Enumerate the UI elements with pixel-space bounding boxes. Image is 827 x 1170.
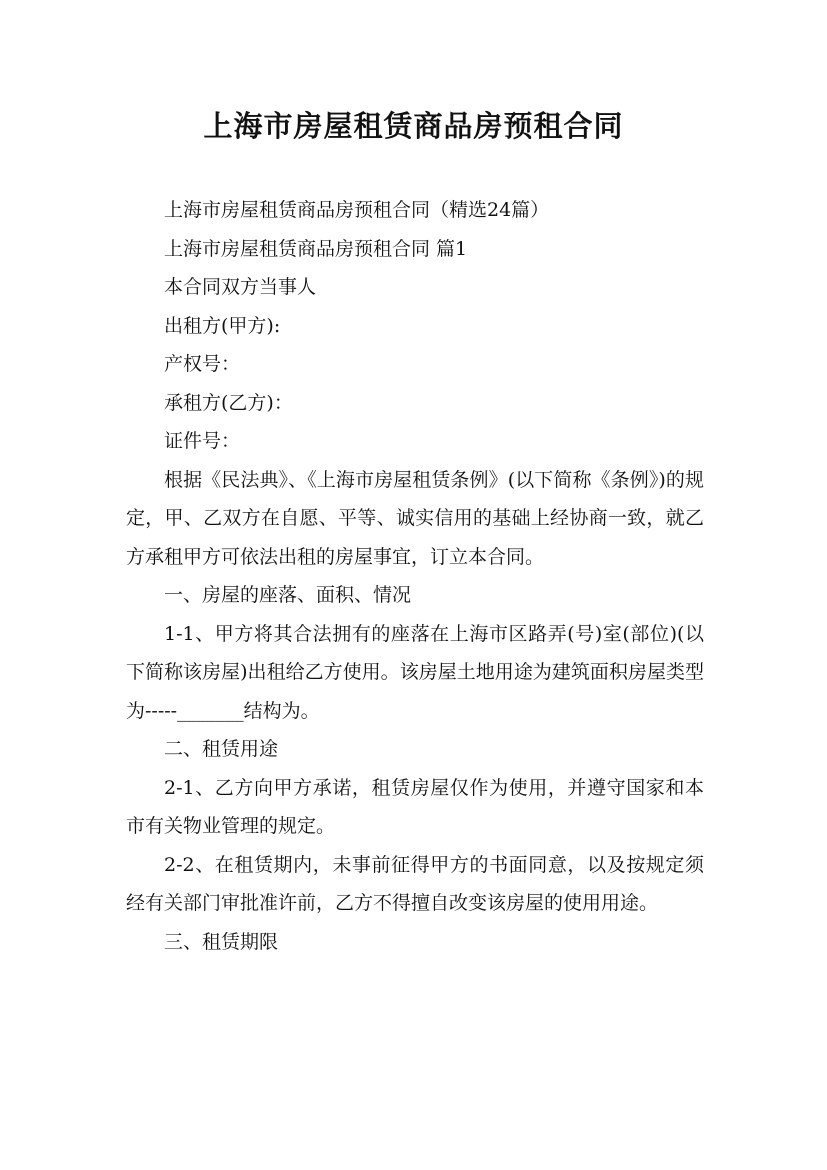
clause-heading-2: 二、租赁用途 [164, 738, 279, 760]
property-number-field: 产权号： [164, 353, 241, 375]
doc-subtitle: 上海市房屋租赁商品房预租合同（精选24篇） [164, 199, 550, 221]
id-number-field: 证件号： [164, 430, 241, 452]
lessee-field: 承租方(乙方)： [164, 391, 293, 414]
clause-1-1: 1-1、甲方将其合法拥有的座落在上海市区路弄(号)室(部位)(以下简称该房屋)出租给乙方使用。该房屋土地用途为建筑面积房屋类型为-----_______结构为。 [126, 622, 704, 722]
clause-2-2: 2-2、在租赁期内，未事前征得甲方的书面同意，以及按规定须经有关部门审批准许前，乙方不得擅自改变该房屋的使用用途。 [126, 853, 704, 914]
document-body [126, 191, 704, 961]
preamble-paragraph: 根据《民法典》、《上海市房屋租赁条例》(以下简称《条例》)的规定，甲、乙双方在自愿、平等、诚实信用的基础上经协商一致，就乙方承租甲方可依法出租的房屋事宜，订立本合同。 [126, 468, 704, 568]
lessor-field: 出租方(甲方): [164, 314, 281, 337]
document-title: 上海市房屋租赁商品房预租合同 [203, 109, 624, 143]
section-heading-part-1: 上海市房屋租赁商品房预租合同 篇1 [164, 237, 468, 260]
parties-heading: 本合同双方当事人 [164, 276, 317, 298]
clause-heading-3: 三、租赁期限 [164, 930, 279, 953]
clause-heading-1: 一、房屋的座落、面积、情况 [164, 584, 412, 606]
clause-2-1: 2-1、乙方向甲方承诺，租赁房屋仅作为使用，并遵守国家和本市有关物业管理的规定。 [126, 776, 704, 837]
